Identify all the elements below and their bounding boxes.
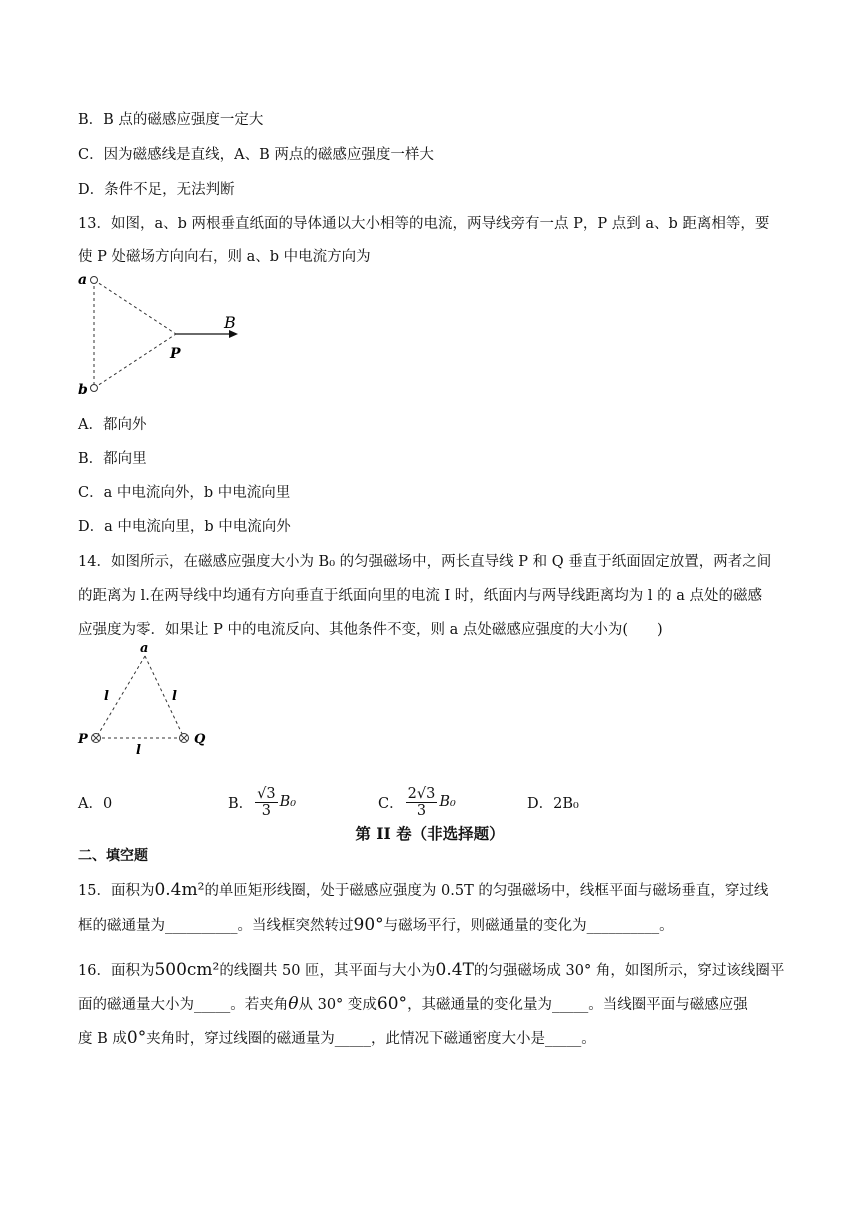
q12-option-c: C．因为磁感线是直线，A、B 两点的磁感应强度一样大 [78,147,434,163]
q14-option-b [228,782,296,822]
q14-label-l-right: l [172,689,177,704]
q15-text-2a: 框的磁通量为__________。当线框突然转过 [78,918,354,934]
q13-label-a: a [78,272,88,288]
section-title: 第 II 卷（非选择题） [355,824,505,843]
q15-area: 0.4m² [154,880,205,900]
q14-option-c-prefix: C． [378,795,404,812]
q16-field: 0.4T [435,960,474,980]
q16-angle-0: 0° [126,1028,147,1048]
q14-option-b-denominator: 3 [261,802,271,819]
q15-text-2c: 与磁场平行，则磁通量的变化为__________。 [383,918,674,934]
q13-option-b: B．都向里 [78,451,147,467]
q14-option-b-suffix: B₀ [279,794,297,810]
q16-text-2a: 面的磁通量大小为_____。若夹角 [78,997,289,1013]
q12-option-d: D．条件不足，无法判断 [78,182,235,198]
q13-option-c: C．a 中电流向外，b 中电流向里 [78,485,291,501]
q14-option-b-numerator: √3 [257,785,276,802]
q14-options [78,782,778,822]
q14-option-b-fraction [255,786,277,819]
q16-text-2e: ，其磁通量的变化量为_____。当线圈平面与磁感应强 [407,997,748,1013]
q13-line-ap [94,280,176,334]
q14-option-b-prefix: B． [228,795,254,812]
q14-label-q: Q [194,732,206,747]
q14-option-c [378,782,456,822]
q15-angle: 90° [353,915,384,935]
q16-line3 [78,1028,596,1049]
q14-option-d: D．2B₀ [527,795,579,812]
q13-label-b-field: B [224,313,236,332]
q14-label-p: P [78,732,88,747]
q16-text-3a: 度 B 成 [78,1031,127,1047]
q14-option-c-fraction [406,786,438,819]
q14-option-c-numerator: 2√3 [407,785,436,802]
q13-wire-b [91,385,98,392]
q14-stem-line2: 的距离为 l.在两导线中均通有方向垂直于纸面向里的电流 I 时，纸面内与两导线距离均为 l 的 a 点处的磁感 [78,588,763,604]
q13-figure [72,268,252,403]
q14-option-c-suffix: B₀ [439,794,456,810]
q15-text-1a: 15．面积为 [78,883,155,899]
q13-stem-line1: 13．如图，a、b 两根垂直纸面的导体通以大小相等的电流，两导线旁有一点 P，P 点到 a、b 距离相等，要 [78,216,770,232]
q12-option-b: B．B 点的磁感应强度一定大 [78,112,264,128]
q14-stem-line3: 应强度为零．如果让 P 中的电流反向、其他条件不变，则 a 点处磁感应强度的大小为( ) [78,622,663,638]
q16-text-2c: 从 30° 变成 [298,997,377,1013]
q14-label-l-left: l [104,689,109,704]
section-subtitle: 二、填空题 [78,848,148,864]
q16-text-1c: 的线圈共 50 匝，其平面与大小为 [219,963,436,979]
q16-text-1e: 的匀强磁场成 30° 角，如图所示，穿过该线圈平 [473,963,785,979]
q16-text-3c: 夹角时，穿过线圈的磁通量为_____，此情况下磁通密度大小是_____。 [146,1031,596,1047]
q16-line1 [78,960,784,981]
q14-figure [72,640,222,760]
q13-stem-line2: 使 P 处磁场方向向右，则 a、b 中电流方向为 [78,249,371,265]
q15-text-1c: 的单匝矩形线圈，处于磁感应强度为 0.5T 的匀强磁场中，线框平面与磁场垂直，穿过线 [204,883,769,899]
q13-option-a: A．都向外 [78,417,147,433]
q16-theta: θ [288,994,299,1014]
q13-line-bp [94,334,176,388]
q14-option-a: A．0 [78,795,113,812]
q14-stem-line1: 14．如图所示，在磁感应强度大小为 B₀ 的匀强磁场中，两长直导线 P 和 Q 垂直于纸面固定放置，两者之间 [78,554,772,570]
q15-line1 [78,880,768,901]
q14-line-aq [145,656,184,738]
q16-angle-60: 60° [376,994,408,1014]
q15-line2 [78,915,674,936]
q13-option-d: D．a 中电流向里，b 中电流向外 [78,519,291,535]
q16-line2 [78,994,748,1015]
q13-label-p: P [170,346,181,362]
q13-wire-a [91,277,98,284]
q14-label-l-bottom: l [136,743,141,758]
q13-label-b: b [78,382,88,398]
q14-label-a: a [140,641,149,656]
q14-option-c-denominator: 3 [416,802,427,819]
q16-area: 500cm² [154,960,220,980]
q16-text-1a: 16．面积为 [78,963,155,979]
